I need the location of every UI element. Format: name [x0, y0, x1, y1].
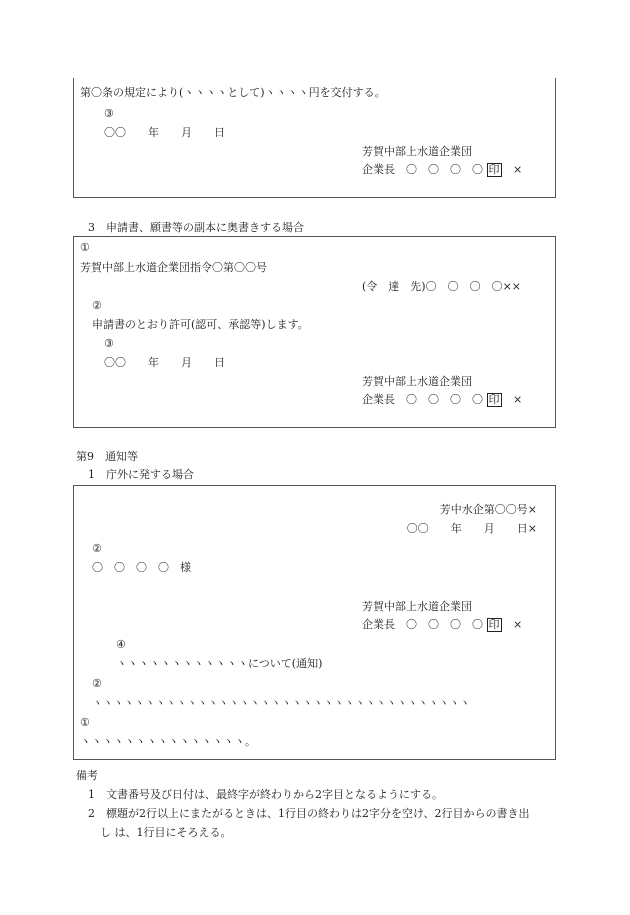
grant-clause: 第〇条の規定により(ヽヽヽヽとして)ヽヽヽヽ円を交付する。	[80, 86, 386, 99]
date-line: 〇〇 年 月 日	[104, 356, 225, 369]
notes-heading: 備考	[76, 769, 98, 782]
seal-stamp: 印	[488, 393, 500, 406]
mark-2: ②	[92, 542, 102, 555]
section-3-heading: 3 申請書、願書等の副本に奥書きする場合	[88, 221, 304, 234]
note-2: 2 標題が2行以上にまたがるときは、1行目の終わりは2字分を空け、2行目からの書き出	[88, 807, 530, 820]
organization-name: 芳賀中部上水道企業団	[362, 375, 472, 388]
recipient-line: (令 達 先)〇 〇 〇 〇××	[362, 280, 522, 293]
document-number: 芳中水企第〇〇号×	[439, 503, 537, 516]
mark-4: ④	[116, 638, 126, 651]
head-signature	[362, 163, 522, 177]
organization-name: 芳賀中部上水道企業団	[362, 145, 472, 158]
organization-name: 芳賀中部上水道企業団	[362, 600, 472, 613]
seal-stamp: 印	[488, 163, 500, 176]
note-2-continued: し は、1行目にそろえる。	[100, 826, 232, 839]
mark-1: ①	[80, 716, 90, 729]
head-signature	[362, 618, 522, 632]
section-9-subheading: 1 庁外に発する場合	[88, 468, 194, 481]
suffix-mark: ×	[513, 618, 523, 631]
mark-1: ①	[80, 241, 90, 254]
head-signature	[362, 393, 522, 407]
suffix-mark: ×	[513, 393, 523, 406]
section-9-heading: 第9 通知等	[76, 450, 138, 463]
head-name: 企業長 〇 〇 〇 〇	[362, 163, 483, 176]
addressee: 〇 〇 〇 〇 様	[92, 561, 191, 574]
date-line: 〇〇 年 月 日×	[406, 522, 537, 535]
body-line: ヽヽヽヽヽヽヽヽヽヽヽヽヽヽヽヽヽヽヽヽヽヽヽヽヽヽヽヽヽヽヽヽヽヽヽヽ	[92, 697, 470, 709]
notice-title: ヽヽヽヽヽヽヽヽヽヽヽヽについて(通知)	[116, 657, 323, 670]
suffix-mark: ×	[513, 163, 523, 176]
approval-body: 申請書のとおり許可(認可、承認等)します。	[92, 318, 309, 331]
document-number: 芳賀中部上水道企業団指令〇第〇〇号	[80, 261, 267, 274]
note-1: 1 文書番号及び日付は、最終字が終わりから2字目となるようにする。	[88, 788, 443, 801]
seal-stamp: 印	[488, 618, 500, 631]
head-name: 企業長 〇 〇 〇 〇	[362, 393, 483, 406]
date-line: 〇〇 年 月 日	[104, 126, 225, 139]
mark-2: ②	[92, 299, 102, 312]
mark-3: ③	[104, 107, 114, 120]
mark-3: ③	[104, 337, 114, 350]
head-name: 企業長 〇 〇 〇 〇	[362, 618, 483, 631]
mark-2: ②	[92, 677, 102, 690]
body-line: ヽヽヽヽヽヽヽヽヽヽヽヽヽヽヽ。	[80, 735, 256, 748]
